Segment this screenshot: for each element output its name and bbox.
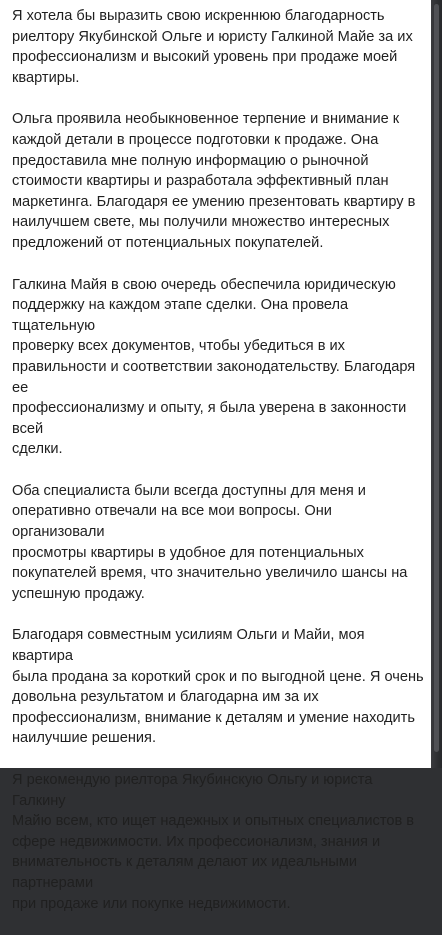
scrollbar-thumb[interactable] [434, 4, 439, 752]
review-paragraph-2: Ольга проявила необыкновенное терпение и внимание к каждой детали в процессе подготовки к продаже. Она предоставила мне полную информацию о рыночной стоимости квартиры и разработала эффективный план маркетинга. Благодаря ее умению презентовать квартиру в наилучшем свете, мы получили множество интересных предложений от потенциальных покупателей. [12, 111, 416, 251]
review-paragraph-4: Оба специалиста были всегда доступны для меня и оперативно отвечали на все мои вопросы. Они организовали просмотры квартиры в удобное для потенциальных покупателей время, что значительно увеличило шансы на успешную продажу. [12, 482, 408, 602]
review-paragraph-1: Я хотела бы выразить свою искреннюю благодарность риелтору Якубинской Ольге и юристу Галкиной Майе за их профессионализм и высокий уровень при продаже моей квартиры. [12, 8, 413, 86]
scrollbar-track[interactable] [431, 0, 442, 768]
review-paragraph-5: Благодаря совместным усилиям Ольги и Майи, моя квартира была продана за короткий срок и по выгодной цене. Я очень довольна результатом и благодарна им за их профессионализм, внимание к деталям и умение находить наилучшие решения. [12, 627, 424, 747]
review-text [12, 6, 426, 935]
review-paragraph-6: Я рекомендую риелтора Якубинскую Ольгу и юриста Галкину Майю всем, кто ищет надежных и опытных специалистов в сфере недвижимости. Их профессионализм, знания и внимательность к деталям делают их идеальными партнерами при продаже или покупке недвижимости. [12, 772, 415, 912]
review-paragraph-3: Галкина Майя в свою очередь обеспечила юридическую поддержку на каждом этапе сделки. Она провела тщательную проверку всех документов, чтобы убедиться в их правильности и соответствии законодательству. Благодаря ее профессионализму и опыту, я была уверена в законности всей сделки. [12, 276, 416, 458]
